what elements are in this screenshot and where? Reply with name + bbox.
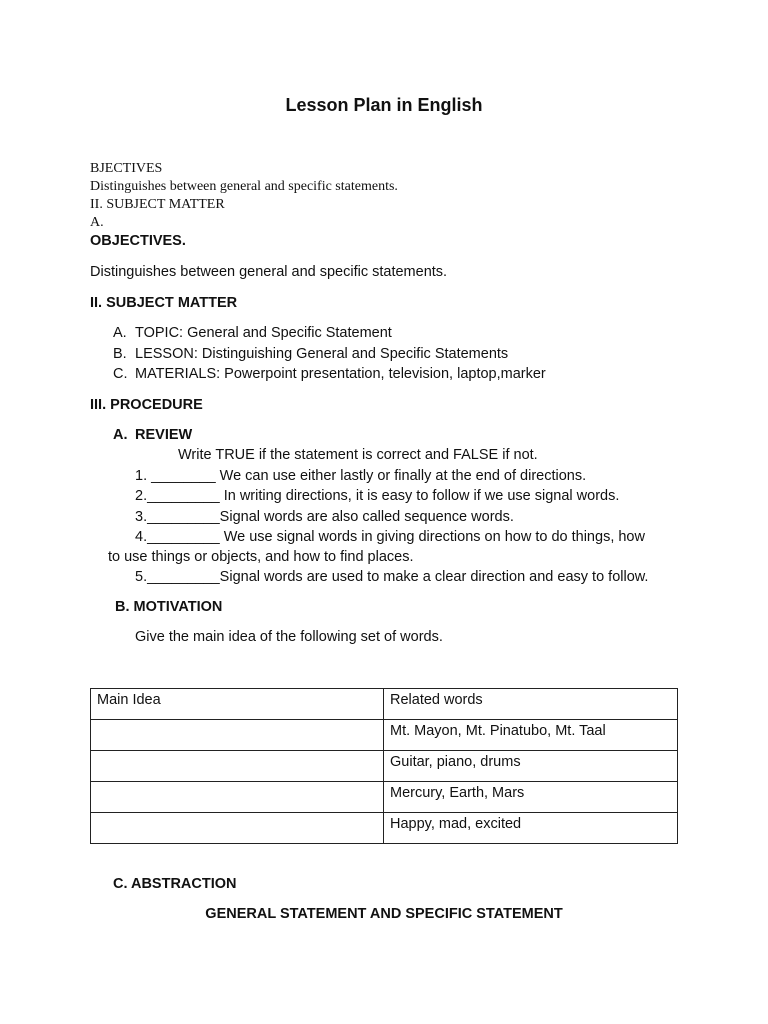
subject-item-marker: A.	[113, 325, 127, 341]
review-item-4: 4._________ We use signal words in giving directions on how to do things, how	[135, 529, 645, 545]
review-marker: A.	[113, 427, 128, 443]
table-cell-related-words: Mercury, Earth, Mars	[384, 782, 678, 813]
motivation-heading: B. MOTIVATION	[115, 599, 223, 615]
review-item-5: 5._________Signal words are used to make a clear direction and easy to follow.	[135, 569, 649, 585]
garbled-line-3: II. SUBJECT MATTER	[90, 197, 225, 212]
abstraction-subheading: GENERAL STATEMENT AND SPECIFIC STATEMENT	[205, 906, 563, 922]
document-title: Lesson Plan in English	[285, 95, 483, 115]
table-cell-main-idea	[91, 720, 384, 751]
subject-item-lesson: LESSON: Distinguishing General and Specific Statements	[135, 346, 509, 362]
review-item-3: 3._________Signal words are also called sequence words.	[135, 509, 514, 525]
subject-item-marker: C.	[113, 366, 128, 382]
table-row	[91, 813, 678, 844]
table-cell-main-idea	[91, 782, 384, 813]
table-header-row	[91, 689, 678, 720]
review-item-2: 2._________ In writing directions, it is easy to follow if we use signal words.	[135, 488, 620, 504]
table-cell-related-words: Happy, mad, excited	[384, 813, 678, 844]
subject-item-materials: MATERIALS: Powerpoint presentation, television, laptop,marker	[135, 366, 546, 382]
motivation-instruction: Give the main idea of the following set of words.	[135, 629, 443, 645]
objectives-text: Distinguishes between general and specific statements.	[90, 264, 448, 280]
table-cell-related-words: Guitar, piano, drums	[384, 751, 678, 782]
review-item-4-continued: to use things or objects, and how to find places.	[108, 549, 414, 565]
abstraction-heading: C. ABSTRACTION	[113, 876, 237, 892]
table-row	[91, 782, 678, 813]
review-item-1: 1. ________ We can use either lastly or finally at the end of directions.	[135, 468, 587, 484]
table-cell-main-idea	[91, 813, 384, 844]
subject-item-marker: B.	[113, 346, 127, 362]
review-instruction: Write TRUE if the statement is correct and FALSE if not.	[178, 447, 538, 463]
table-cell-main-idea	[91, 751, 384, 782]
subject-item-topic: TOPIC: General and Specific Statement	[135, 325, 392, 341]
table-row	[91, 751, 678, 782]
subject-matter-heading: II. SUBJECT MATTER	[90, 295, 238, 311]
garbled-line-1: BJECTIVES	[90, 161, 163, 176]
table-row	[91, 720, 678, 751]
review-heading: REVIEW	[135, 427, 193, 443]
garbled-line-2: Distinguishes between general and specific statements.	[90, 179, 398, 194]
procedure-heading: III. PROCEDURE	[90, 397, 203, 413]
table-header-cell: Main Idea	[91, 689, 384, 720]
table-cell-related-words: Mt. Mayon, Mt. Pinatubo, Mt. Taal	[384, 720, 678, 751]
table-header-cell: Related words	[384, 689, 678, 720]
garbled-line-4: A.	[90, 215, 104, 230]
main-idea-table	[90, 688, 678, 844]
objectives-heading: OBJECTIVES.	[90, 233, 186, 249]
